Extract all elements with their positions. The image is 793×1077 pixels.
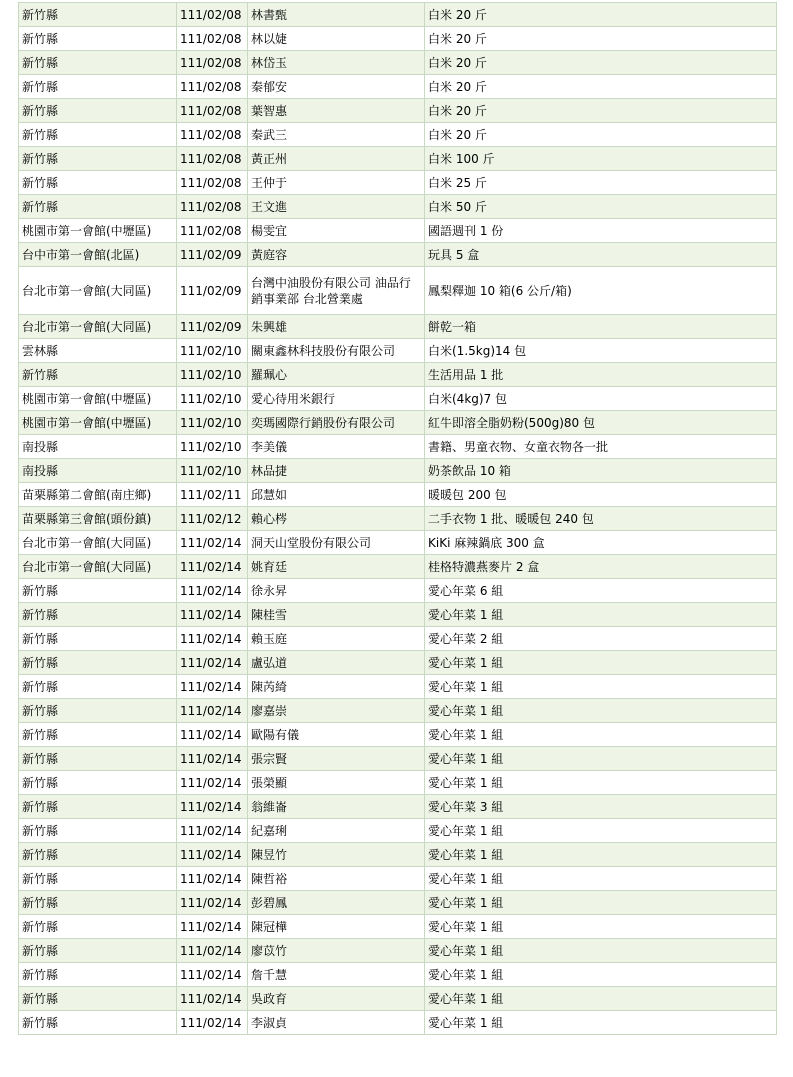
donor-cell: 王文進: [248, 195, 425, 219]
unit-cell: 新竹縣: [19, 651, 177, 675]
item-cell: 白米 20 斤: [425, 27, 777, 51]
date-cell: 111/02/09: [177, 267, 248, 315]
date-cell: 111/02/14: [177, 867, 248, 891]
date-cell: 111/02/10: [177, 339, 248, 363]
table-row: [19, 699, 777, 723]
unit-cell: 新竹縣: [19, 3, 177, 27]
donor-cell: 陳昱竹: [248, 843, 425, 867]
table-row: [19, 579, 777, 603]
donor-cell: 楊雯宜: [248, 219, 425, 243]
unit-cell: 台北市第一會館(大同區): [19, 315, 177, 339]
date-cell: 111/02/08: [177, 147, 248, 171]
item-cell: 愛心年菜 1 組: [425, 915, 777, 939]
date-cell: 111/02/14: [177, 651, 248, 675]
unit-cell: 新竹縣: [19, 579, 177, 603]
unit-cell: 台北市第一會館(大同區): [19, 531, 177, 555]
date-cell: 111/02/12: [177, 507, 248, 531]
date-cell: 111/02/10: [177, 411, 248, 435]
date-cell: 111/02/14: [177, 891, 248, 915]
donor-cell: 翁維崙: [248, 795, 425, 819]
item-cell: 白米 50 斤: [425, 195, 777, 219]
table-row: [19, 987, 777, 1011]
date-cell: 111/02/08: [177, 171, 248, 195]
unit-cell: 新竹縣: [19, 123, 177, 147]
item-cell: 愛心年菜 6 組: [425, 579, 777, 603]
donor-cell: 詹千慧: [248, 963, 425, 987]
item-cell: 白米 25 斤: [425, 171, 777, 195]
date-cell: 111/02/08: [177, 219, 248, 243]
donor-cell: 廖嘉崇: [248, 699, 425, 723]
donor-cell: 陳哲裕: [248, 867, 425, 891]
date-cell: 111/02/14: [177, 699, 248, 723]
donor-cell: 歐陽有儀: [248, 723, 425, 747]
donor-cell: 廖苡竹: [248, 939, 425, 963]
donor-cell: 秦郁安: [248, 75, 425, 99]
unit-cell: 台北市第一會館(大同區): [19, 555, 177, 579]
date-cell: 111/02/08: [177, 51, 248, 75]
item-cell: 白米 100 斤: [425, 147, 777, 171]
item-cell: 愛心年菜 2 組: [425, 627, 777, 651]
unit-cell: 新竹縣: [19, 51, 177, 75]
date-cell: 111/02/14: [177, 603, 248, 627]
date-cell: 111/02/14: [177, 771, 248, 795]
item-cell: 愛心年菜 1 組: [425, 891, 777, 915]
unit-cell: 新竹縣: [19, 75, 177, 99]
unit-cell: 台中市第一會館(北區): [19, 243, 177, 267]
item-cell: 愛心年菜 1 組: [425, 747, 777, 771]
item-cell: 愛心年菜 1 組: [425, 603, 777, 627]
donor-cell: 王仲于: [248, 171, 425, 195]
date-cell: 111/02/14: [177, 723, 248, 747]
unit-cell: 新竹縣: [19, 843, 177, 867]
date-cell: 111/02/10: [177, 363, 248, 387]
item-cell: KiKi 麻辣鍋底 300 盒: [425, 531, 777, 555]
date-cell: 111/02/14: [177, 747, 248, 771]
table-row: [19, 243, 777, 267]
date-cell: 111/02/14: [177, 915, 248, 939]
unit-cell: 桃園市第一會館(中壢區): [19, 219, 177, 243]
donor-cell: 關東鑫林科技股份有限公司: [248, 339, 425, 363]
item-cell: 愛心年菜 1 組: [425, 651, 777, 675]
item-cell: 玩具 5 盒: [425, 243, 777, 267]
donor-cell: 姚育廷: [248, 555, 425, 579]
unit-cell: 新竹縣: [19, 915, 177, 939]
item-cell: 書籍、男童衣物、女童衣物各一批: [425, 435, 777, 459]
date-cell: 111/02/14: [177, 627, 248, 651]
date-cell: 111/02/08: [177, 27, 248, 51]
donor-cell: 賴玉庭: [248, 627, 425, 651]
date-cell: 111/02/14: [177, 795, 248, 819]
item-cell: 白米 20 斤: [425, 3, 777, 27]
table-row: [19, 867, 777, 891]
date-cell: 111/02/09: [177, 315, 248, 339]
donor-cell: 盧弘道: [248, 651, 425, 675]
table-row: [19, 387, 777, 411]
date-cell: 111/02/14: [177, 987, 248, 1011]
date-cell: 111/02/10: [177, 459, 248, 483]
donation-table-body: [19, 3, 777, 1035]
table-row: [19, 939, 777, 963]
date-cell: 111/02/08: [177, 3, 248, 27]
unit-cell: 新竹縣: [19, 363, 177, 387]
unit-cell: 新竹縣: [19, 1011, 177, 1035]
table-row: [19, 675, 777, 699]
table-row: [19, 819, 777, 843]
donor-cell: 黃庭容: [248, 243, 425, 267]
donor-cell: 張榮顯: [248, 771, 425, 795]
table-row: [19, 891, 777, 915]
donor-cell: 彭碧鳳: [248, 891, 425, 915]
table-row: [19, 339, 777, 363]
item-cell: 愛心年菜 1 組: [425, 771, 777, 795]
unit-cell: 新竹縣: [19, 603, 177, 627]
date-cell: 111/02/14: [177, 531, 248, 555]
donation-table: [18, 2, 777, 1035]
unit-cell: 新竹縣: [19, 939, 177, 963]
item-cell: 白米 20 斤: [425, 99, 777, 123]
date-cell: 111/02/14: [177, 939, 248, 963]
table-row: [19, 651, 777, 675]
item-cell: 二手衣物 1 批、暖暖包 240 包: [425, 507, 777, 531]
table-row: [19, 219, 777, 243]
unit-cell: 苗栗縣第二會館(南庄鄉): [19, 483, 177, 507]
unit-cell: 台北市第一會館(大同區): [19, 267, 177, 315]
donor-cell: 李淑貞: [248, 1011, 425, 1035]
unit-cell: 新竹縣: [19, 195, 177, 219]
unit-cell: 新竹縣: [19, 963, 177, 987]
table-row: [19, 411, 777, 435]
date-cell: 111/02/14: [177, 555, 248, 579]
date-cell: 111/02/10: [177, 387, 248, 411]
table-row: [19, 267, 777, 315]
item-cell: 白米(1.5kg)14 包: [425, 339, 777, 363]
table-row: [19, 723, 777, 747]
date-cell: 111/02/14: [177, 579, 248, 603]
table-row: [19, 195, 777, 219]
table-row: [19, 171, 777, 195]
donor-cell: 洞天山堂股份有限公司: [248, 531, 425, 555]
date-cell: 111/02/14: [177, 819, 248, 843]
date-cell: 111/02/08: [177, 195, 248, 219]
donor-cell: 黃正州: [248, 147, 425, 171]
table-row: [19, 363, 777, 387]
unit-cell: 新竹縣: [19, 771, 177, 795]
unit-cell: 新竹縣: [19, 147, 177, 171]
date-cell: 111/02/10: [177, 435, 248, 459]
donor-cell: 林書甄: [248, 3, 425, 27]
unit-cell: 新竹縣: [19, 675, 177, 699]
item-cell: 愛心年菜 1 組: [425, 723, 777, 747]
table-row: [19, 747, 777, 771]
donor-cell: 徐永昇: [248, 579, 425, 603]
donor-cell: 朱興雄: [248, 315, 425, 339]
item-cell: 白米(4kg)7 包: [425, 387, 777, 411]
item-cell: 白米 20 斤: [425, 75, 777, 99]
table-row: [19, 555, 777, 579]
table-row: [19, 315, 777, 339]
date-cell: 111/02/14: [177, 843, 248, 867]
table-row: [19, 27, 777, 51]
donor-cell: 愛心待用米銀行: [248, 387, 425, 411]
table-row: [19, 507, 777, 531]
table-row: [19, 51, 777, 75]
date-cell: 111/02/08: [177, 75, 248, 99]
unit-cell: 新竹縣: [19, 627, 177, 651]
item-cell: 愛心年菜 3 組: [425, 795, 777, 819]
unit-cell: 桃園市第一會館(中壢區): [19, 411, 177, 435]
item-cell: 紅牛即溶全脂奶粉(500g)80 包: [425, 411, 777, 435]
donor-cell: 林岱玉: [248, 51, 425, 75]
unit-cell: 雲林縣: [19, 339, 177, 363]
item-cell: 桂格特濃燕麥片 2 盒: [425, 555, 777, 579]
item-cell: 愛心年菜 1 組: [425, 939, 777, 963]
unit-cell: 新竹縣: [19, 867, 177, 891]
table-row: [19, 915, 777, 939]
unit-cell: 新竹縣: [19, 795, 177, 819]
date-cell: 111/02/08: [177, 123, 248, 147]
table-row: [19, 795, 777, 819]
donor-cell: 陳冠樺: [248, 915, 425, 939]
donor-cell: 賴心梣: [248, 507, 425, 531]
donor-cell: 邱慧如: [248, 483, 425, 507]
table-row: [19, 531, 777, 555]
unit-cell: 新竹縣: [19, 699, 177, 723]
item-cell: 奶茶飲品 10 箱: [425, 459, 777, 483]
table-row: [19, 75, 777, 99]
unit-cell: 新竹縣: [19, 987, 177, 1011]
item-cell: 生活用品 1 批: [425, 363, 777, 387]
donor-cell: 葉智惠: [248, 99, 425, 123]
donor-cell: 台灣中油股份有限公司 油品行銷事業部 台北營業處: [248, 267, 425, 315]
donor-cell: 吳政育: [248, 987, 425, 1011]
unit-cell: 新竹縣: [19, 819, 177, 843]
item-cell: 愛心年菜 1 組: [425, 699, 777, 723]
unit-cell: 桃園市第一會館(中壢區): [19, 387, 177, 411]
donor-cell: 秦武三: [248, 123, 425, 147]
date-cell: 111/02/14: [177, 963, 248, 987]
date-cell: 111/02/14: [177, 1011, 248, 1035]
item-cell: 暖暖包 200 包: [425, 483, 777, 507]
donor-cell: 林以婕: [248, 27, 425, 51]
table-row: [19, 435, 777, 459]
table-row: [19, 459, 777, 483]
table-row: [19, 771, 777, 795]
unit-cell: 新竹縣: [19, 99, 177, 123]
table-row: [19, 99, 777, 123]
table-row: [19, 627, 777, 651]
date-cell: 111/02/11: [177, 483, 248, 507]
item-cell: 白米 20 斤: [425, 51, 777, 75]
unit-cell: 新竹縣: [19, 747, 177, 771]
item-cell: 餅乾一箱: [425, 315, 777, 339]
donor-cell: 奕瑪國際行銷股份有限公司: [248, 411, 425, 435]
item-cell: 愛心年菜 1 組: [425, 867, 777, 891]
item-cell: 愛心年菜 1 組: [425, 963, 777, 987]
item-cell: 白米 20 斤: [425, 123, 777, 147]
donor-cell: 張宗賢: [248, 747, 425, 771]
item-cell: 愛心年菜 1 組: [425, 819, 777, 843]
unit-cell: 新竹縣: [19, 171, 177, 195]
table-row: [19, 147, 777, 171]
unit-cell: 南投縣: [19, 459, 177, 483]
unit-cell: 新竹縣: [19, 723, 177, 747]
table-row: [19, 1011, 777, 1035]
table-row: [19, 843, 777, 867]
table-row: [19, 963, 777, 987]
date-cell: 111/02/14: [177, 675, 248, 699]
donor-cell: 陳桂雪: [248, 603, 425, 627]
table-row: [19, 3, 777, 27]
table-row: [19, 483, 777, 507]
date-cell: 111/02/09: [177, 243, 248, 267]
item-cell: 愛心年菜 1 組: [425, 843, 777, 867]
item-cell: 愛心年菜 1 組: [425, 987, 777, 1011]
donor-cell: 李美儀: [248, 435, 425, 459]
unit-cell: 新竹縣: [19, 27, 177, 51]
donor-cell: 林品捷: [248, 459, 425, 483]
donor-cell: 羅珮心: [248, 363, 425, 387]
item-cell: 國語週刊 1 份: [425, 219, 777, 243]
unit-cell: 苗栗縣第三會館(頭份鎮): [19, 507, 177, 531]
table-row: [19, 123, 777, 147]
date-cell: 111/02/08: [177, 99, 248, 123]
donor-cell: 陳芮綺: [248, 675, 425, 699]
table-row: [19, 603, 777, 627]
item-cell: 愛心年菜 1 組: [425, 675, 777, 699]
unit-cell: 南投縣: [19, 435, 177, 459]
unit-cell: 新竹縣: [19, 891, 177, 915]
donation-table-container: [18, 2, 776, 1035]
item-cell: 愛心年菜 1 組: [425, 1011, 777, 1035]
donor-cell: 紀嘉琍: [248, 819, 425, 843]
item-cell: 鳳梨釋迦 10 箱(6 公斤/箱): [425, 267, 777, 315]
